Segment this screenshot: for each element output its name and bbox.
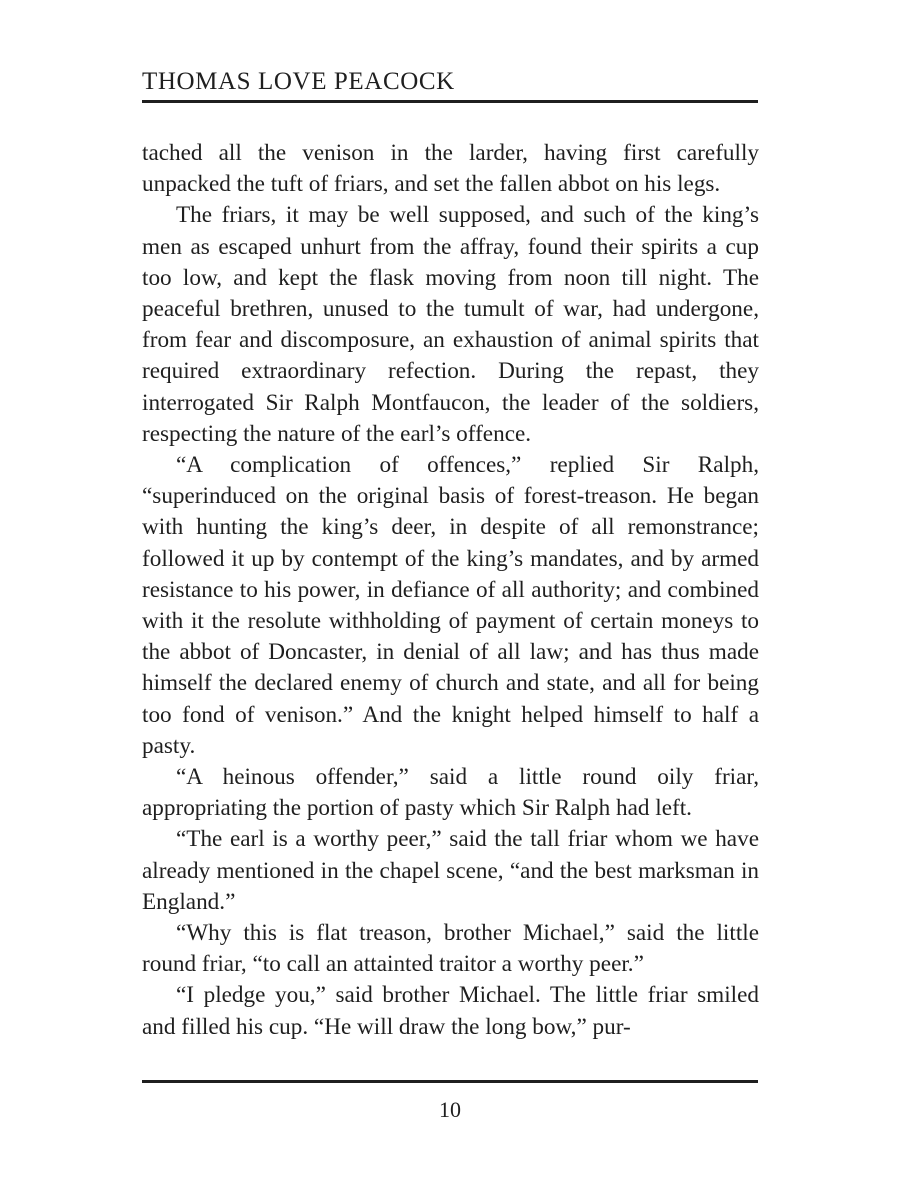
header-rule [142, 100, 758, 103]
paragraph-2: The friars, it may be well supposed, and such of the king’s men as escaped unhurt from the affray, found their spirits a cup too low, and kept the flask moving from noon till night. The peaceful brethren, unused to the tumult of war, had undergone, from fear and discomposure, an exhaustion of animal spirits that required extraordinary refection. During the repast, they interrogated Sir Ralph Montfaucon, the leader of the soldiers, respecting the nature of the earl’s offence. [142, 202, 759, 447]
paragraph-3: “A complication of offences,” replied Sir Ralph, “superinduced on the original basis of forest-treason. He began with hunting the king’s deer, in despite of all remonstrance; followed it up by contempt of the king’s mandates, and by armed resistance to his power, in defiance of all authority; and combined with it the resolute withholding of payment of certain moneys to the abbot of Doncaster, in denial of all law; and has thus made himself the declared enemy of church and state, and all for being too fond of venison.” And the knight helped himself to half a pasty. [142, 452, 759, 759]
footer-rule [142, 1080, 758, 1083]
paragraph-1: tached all the venison in the larder, having first carefully unpacked the tuft of friars, and set the fallen abbot on his legs. [142, 140, 759, 198]
paragraph-4: “A heinous offender,” said a little round oily friar, appropriating the portion of pasty which Sir Ralph had left. [142, 764, 759, 822]
running-head-title: THOMAS LOVE PEACOCK [142, 68, 455, 95]
page-number: 10 [439, 1097, 461, 1122]
body-text [142, 138, 759, 1043]
paragraph-7: “I pledge you,” said brother Michael. The little friar smiled and filled his cup. “He will draw the long bow,” pur- [142, 982, 759, 1040]
paragraph-6: “Why this is flat treason, brother Michael,” said the little round friar, “to call an attainted traitor a worthy peer.” [142, 920, 759, 978]
paragraph-5: “The earl is a worthy peer,” said the tall friar whom we have already mentioned in the chapel scene, “and the best marksman in England.” [142, 826, 759, 915]
